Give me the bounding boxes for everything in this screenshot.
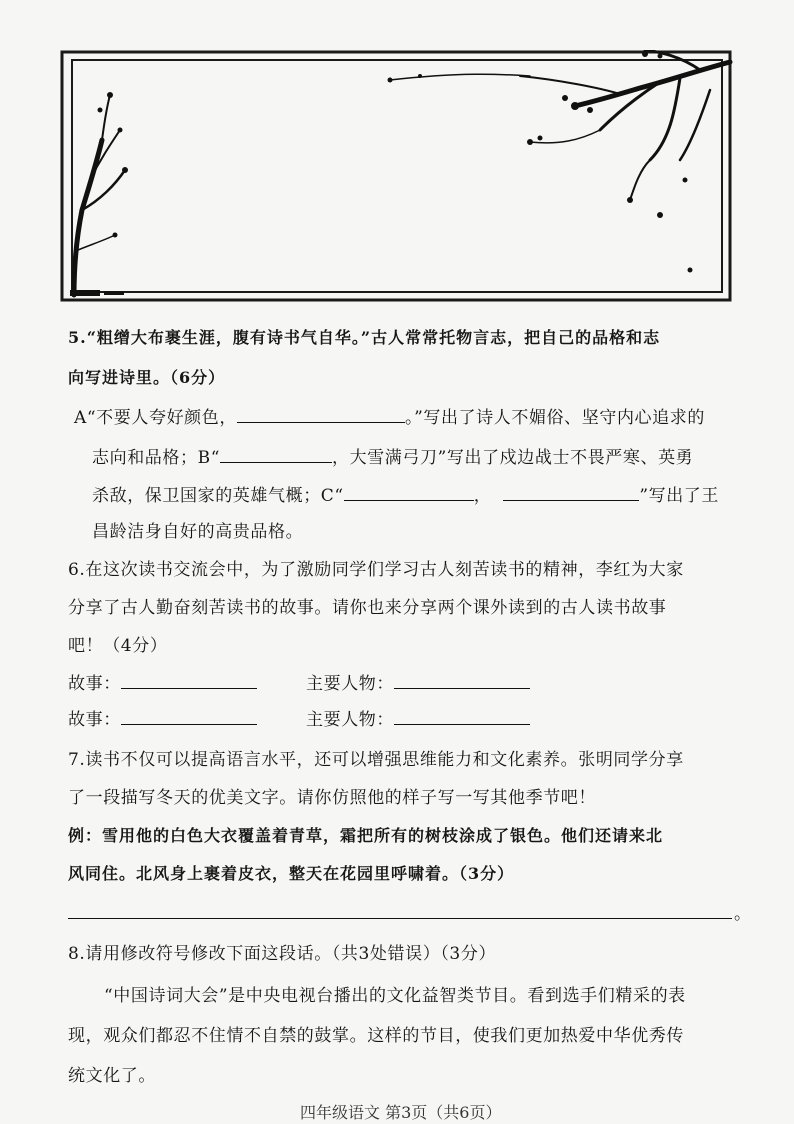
q5-option-c (92, 486, 719, 506)
q5-c-answer-blank-1[interactable] (344, 486, 474, 501)
q5-option-b (92, 448, 693, 468)
q5-c-text-mid: ， (473, 486, 492, 506)
q7-example-line1: 例：雪用他的白色大衣覆盖着青草，霜把所有的树枝涂成了银色。他们还请来北 (68, 826, 664, 845)
q6-line2: 分享了古人勤奋刻苦读书的故事。请你也来分享两个课外读到的古人读书故事 (68, 598, 667, 618)
q5-a-text-pre: A“不要人夸好颜色， (74, 408, 237, 428)
q8-para-line3: 统文化了。 (68, 1066, 156, 1086)
q8-para-line1: “中国诗词大会”是中央电视台播出的文化益智类节目。看到选手们精采的表 (104, 986, 686, 1006)
person-label: 主要人物： (306, 674, 394, 694)
q7-answer-line[interactable] (68, 918, 732, 919)
q5-line2: 向写进诗里。（6分） (68, 368, 226, 387)
q5-line-end: 昌龄洁身自好的高贵品格。 (92, 522, 304, 542)
q5-a-text-post: 。”写出了诗人不媚俗、坚守内心追求的 (404, 408, 705, 428)
q5-c-answer-blank-2[interactable] (503, 486, 639, 501)
q7-line2: 了一段描写冬天的优美文字。请你仿照他的样子写一写其他季节吧！ (68, 788, 596, 808)
q5-b-text-pre: 志向和品格；B“ (92, 448, 220, 468)
story-blank-1[interactable] (121, 674, 257, 689)
story-label: 故事： (68, 674, 121, 694)
q5-line1: 5.“粗缯大布裹生涯，腹有诗书气自华。”古人常常托物言志，把自己的品格和志 (68, 328, 661, 347)
q5-option-a (74, 408, 705, 428)
q7-line1: 7.读书不仅可以提高语言水平，还可以增强思维能力和文化素养。张明同学分享 (68, 750, 684, 770)
page-footer: 四年级语文 第3页（共6页） (300, 1103, 502, 1122)
q5-b-answer-blank[interactable] (220, 448, 332, 463)
q8-line1: 8.请用修改符号修改下面这段话。（共3处错误）（3分） (68, 944, 497, 964)
story-blank-2[interactable] (121, 710, 257, 725)
q5-c-text-post: ”写出了王 (639, 486, 720, 506)
ink-painting-frame (60, 50, 736, 304)
q5-a-answer-blank[interactable] (237, 408, 405, 423)
q6-story-row-2 (68, 710, 257, 730)
person-blank-2[interactable] (394, 710, 530, 725)
q6-story-row-1 (68, 674, 257, 694)
person-blank-1[interactable] (394, 674, 530, 689)
q5-b-text-post: ，大雪满弓刀”写出了戍边战士不畏严寒、英勇 (331, 448, 694, 468)
q8-para-line2: 现，观众们都忍不住情不自禁的鼓掌。这样的节目，使我们更加热爱中华优秀传 (68, 1026, 684, 1046)
q6-line1: 6.在这次读书交流会中，为了激励同学们学习古人刻苦读书的精神，李红为大家 (68, 560, 684, 580)
plum-blossom-frame-image (60, 50, 736, 304)
q7-answer-period: 。 (734, 904, 752, 924)
q6-person-row-2 (306, 710, 530, 730)
q5-c-text-pre: 杀敌，保卫国家的英雄气概；C“ (92, 486, 344, 506)
q6-line3: 吧！（4分） (68, 636, 168, 656)
q7-example-line2: 风同住。北风身上裹着皮衣，整天在花园里呼啸着。（3分） (68, 864, 515, 883)
q6-person-row-1 (306, 674, 530, 694)
person-label: 主要人物： (306, 710, 394, 730)
story-label: 故事： (68, 710, 121, 730)
